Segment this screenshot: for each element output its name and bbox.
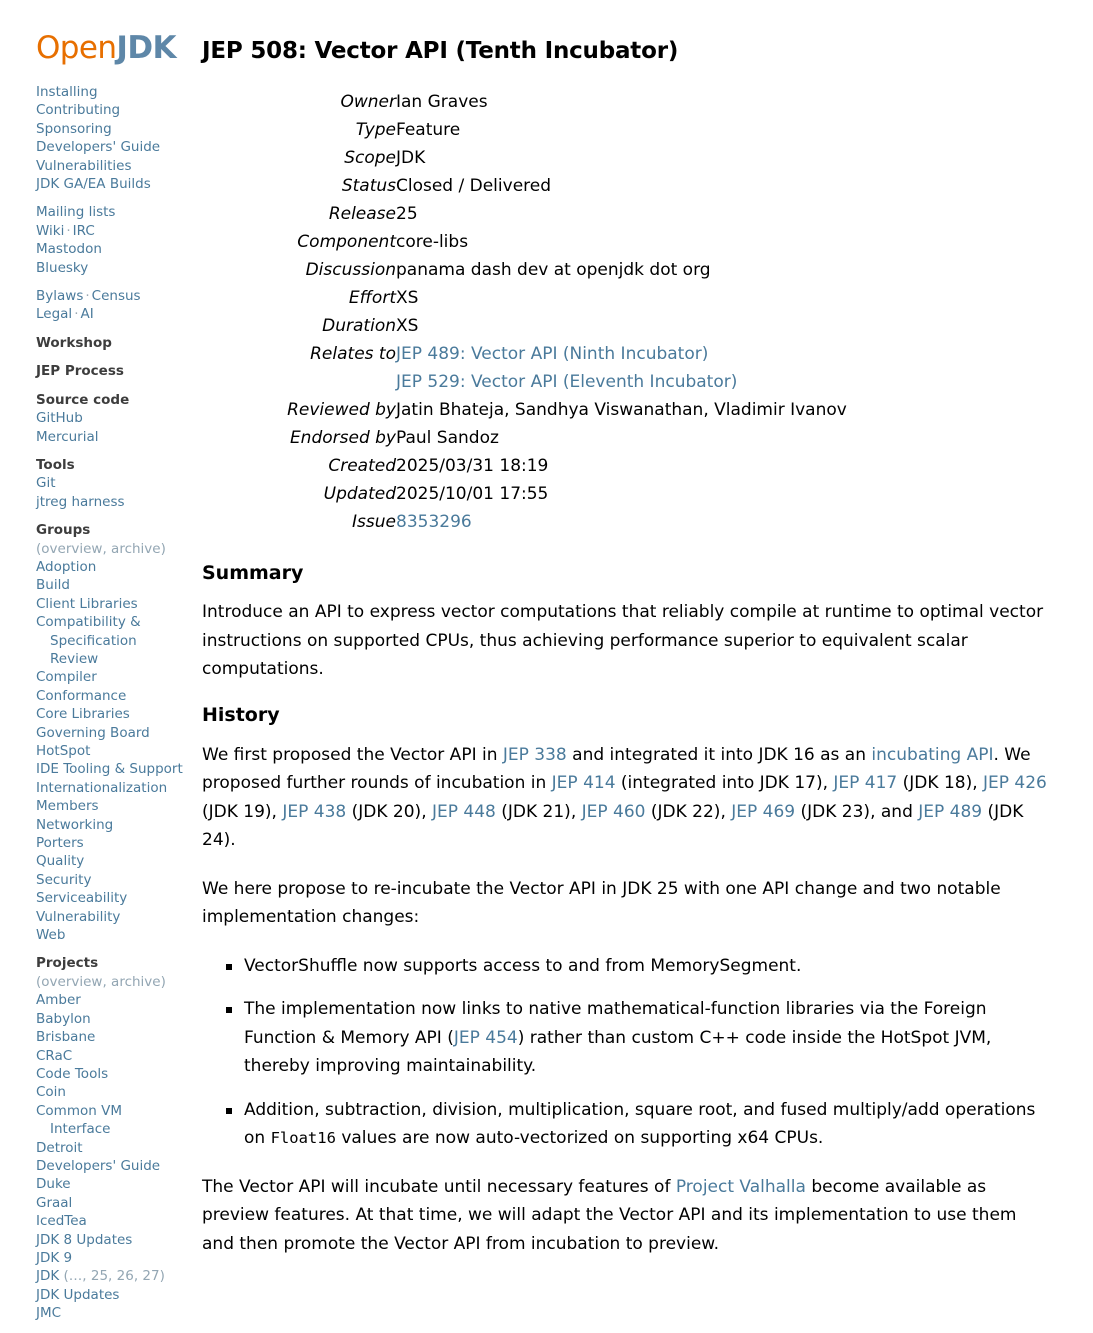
sidebar-item-compatibility-specification[interactable]: Specification: [50, 632, 137, 649]
meta-value-created: 2025/03/31 18:19: [396, 455, 549, 476]
meta-label-discussion: Discussion: [305, 259, 396, 280]
table-row: [202, 88, 847, 116]
sidebar-item-members[interactable]: Members: [36, 798, 99, 815]
related-jep-link-489[interactable]: JEP 489: Vector API (Ninth Incubator): [396, 343, 709, 364]
separator-dot: ·: [85, 288, 90, 305]
jep-metadata-table: [202, 88, 847, 536]
sidebar-group-community: [36, 203, 200, 277]
sidebar-item-vulnerability[interactable]: Vulnerability: [36, 908, 121, 925]
code-float16: Float16: [270, 1129, 336, 1148]
text-fragment: (JDK 18),: [897, 773, 984, 794]
sidebar-item-developers-guide[interactable]: Developers' Guide: [36, 139, 161, 156]
main-content: [200, 0, 1060, 1278]
sidebar-item-security[interactable]: Security: [36, 871, 92, 888]
meta-label-component: Component: [297, 231, 396, 252]
table-row: [202, 312, 847, 340]
sidebar-item-compatibility-review[interactable]: Review: [50, 650, 99, 667]
list-item: [226, 995, 1050, 1081]
sidebar-group-jep-process: [36, 362, 200, 380]
jep-link-438[interactable]: JEP 438: [282, 801, 347, 822]
jep-link-489[interactable]: JEP 489: [918, 801, 983, 822]
table-row: [202, 200, 847, 228]
sidebar-item-serviceability[interactable]: Serviceability: [36, 890, 128, 907]
table-row: [202, 396, 847, 424]
sidebar-item-internationalization[interactable]: Internationalization: [36, 779, 168, 796]
meta-value-effort: XS: [396, 287, 419, 308]
meta-label-duration: Duration: [322, 315, 396, 336]
meta-value-relates-to: [396, 340, 847, 396]
incubating-api-link[interactable]: incubating API: [871, 744, 994, 765]
sidebar-item-legal-ai: [36, 305, 200, 323]
logo-jdk-text: JDK: [116, 30, 176, 66]
text-fragment: (JDK 23), and: [795, 801, 919, 822]
sidebar-item-mailing-lists[interactable]: Mailing lists: [36, 204, 116, 221]
text-fragment: Addition, subtraction, division, multiplication, square root, and fused multiply/add operations on: [244, 1099, 1036, 1149]
sidebar-item-bylaws[interactable]: Bylaws: [36, 288, 84, 305]
sidebar-item-governing-board[interactable]: Governing Board: [36, 724, 150, 741]
sidebar-item-duke[interactable]: Duke: [36, 1176, 71, 1193]
separator-dot: ·: [66, 222, 71, 239]
table-row: [202, 256, 847, 284]
sidebar-item-porters[interactable]: Porters: [36, 835, 84, 852]
jep-link-448[interactable]: JEP 448: [432, 801, 496, 822]
meta-label-created: Created: [328, 455, 396, 476]
logo-open-text: Open: [36, 30, 117, 66]
meta-label-relates-to: Relates to: [310, 343, 396, 364]
meta-value-scope: JDK: [396, 147, 426, 168]
sidebar-heading-source-code: Source code: [36, 391, 130, 408]
table-row: [202, 284, 847, 312]
sidebar-group-source-code: [36, 391, 200, 446]
sidebar-item-quality[interactable]: Quality: [36, 853, 85, 870]
sidebar-item-brisbane[interactable]: Brisbane: [36, 1029, 96, 1046]
table-row: [202, 228, 847, 256]
sidebar-group-workshop: [36, 334, 200, 352]
meta-label-type: Type: [355, 119, 396, 140]
summary-paragraph: Introduce an API to express vector computations that reliably compile at runtime to optimal vector instructions on supported CPUs, thus achieving performance superior to equivalent scalar computations.: [202, 602, 1044, 680]
sidebar-item-bylaws-census: [36, 287, 200, 305]
sidebar-item-networking[interactable]: Networking: [36, 816, 114, 833]
sidebar-item-sponsoring[interactable]: Sponsoring: [36, 120, 112, 137]
list-item: [226, 952, 1050, 981]
sidebar-item-jdk-updates[interactable]: JDK Updates: [36, 1286, 120, 1303]
sidebar-item-compiler[interactable]: Compiler: [36, 669, 97, 686]
text-fragment: We first proposed the Vector API in: [202, 744, 503, 765]
sidebar-item-projects-overview[interactable]: (overview, archive): [36, 973, 166, 990]
sidebar-heading-groups: Groups: [36, 522, 91, 539]
table-row: [202, 172, 847, 200]
meta-value-component: core-libs: [396, 231, 469, 252]
list-item: [226, 1096, 1050, 1153]
sidebar-item-client-libraries[interactable]: Client Libraries: [36, 595, 138, 612]
sidebar-item-common-vm[interactable]: Common VM: [36, 1102, 122, 1119]
text-fragment: ) rather than custom C++ code inside the HotSpot JVM, thereby improving maintainability.: [244, 1027, 992, 1077]
issue-link[interactable]: 8353296: [396, 511, 472, 532]
sidebar-item-jmc[interactable]: JMC: [36, 1305, 62, 1322]
meta-label-owner: Owner: [340, 91, 396, 112]
jep-link-338[interactable]: JEP 338: [502, 744, 567, 765]
sidebar-item-amber[interactable]: Amber: [36, 992, 81, 1009]
history-heading: History: [202, 703, 280, 726]
sidebar-group-tools: [36, 456, 200, 511]
sidebar-item-wiki[interactable]: Wiki: [36, 222, 65, 239]
sidebar-item-irc[interactable]: IRC: [72, 222, 95, 239]
sidebar-item-bluesky[interactable]: Bluesky: [36, 259, 89, 276]
text-fragment: The Vector API will incubate until necessary features of: [202, 1176, 676, 1197]
jep-link-417[interactable]: JEP 417: [833, 773, 898, 794]
sidebar-item-wiki-irc: [36, 222, 200, 240]
sidebar-item-census[interactable]: Census: [91, 288, 141, 305]
meta-value-reviewed-by: Jatin Bhateja, Sandhya Viswanathan, Vladimir Ivanov: [396, 399, 847, 420]
meta-label-status: Status: [341, 175, 396, 196]
meta-label-endorsed-by: Endorsed by: [289, 427, 396, 448]
jep-link-460[interactable]: JEP 460: [581, 801, 646, 822]
project-valhalla-link[interactable]: Project Valhalla: [675, 1176, 806, 1197]
sidebar-item-conformance[interactable]: Conformance: [36, 687, 127, 704]
summary-heading: Summary: [202, 561, 304, 584]
sidebar-item-jtreg-harness[interactable]: jtreg harness: [36, 493, 125, 510]
table-row: [202, 508, 847, 536]
sidebar-item-mercurial[interactable]: Mercurial: [36, 428, 99, 445]
text-fragment: (JDK 19),: [202, 801, 283, 822]
sidebar-item-detroit[interactable]: Detroit: [36, 1139, 83, 1156]
sidebar-item-jdk-versions-paren: (…, 25, 26, 27): [63, 1268, 165, 1285]
table-row: [202, 424, 847, 452]
history-paragraph-2: We here propose to re-incubate the Vector API in JDK 25 with one API change and two notable implementation changes:: [202, 878, 1001, 928]
sidebar-item-coin[interactable]: Coin: [36, 1084, 66, 1101]
text-fragment: (JDK 22),: [645, 801, 732, 822]
history-paragraph-1: [202, 741, 1050, 855]
meta-label-release: Release: [328, 203, 396, 224]
sidebar-item-github[interactable]: GitHub: [36, 410, 83, 427]
sidebar-group-projects: [36, 954, 200, 1322]
changes-list: [202, 952, 1050, 1153]
sidebar-item-common-vm-interface[interactable]: Interface: [50, 1121, 111, 1138]
jep-link-414[interactable]: JEP 414: [551, 773, 616, 794]
text-fragment: (JDK 24).: [202, 801, 1024, 851]
sidebar-item-jdk-versions-label: JDK: [36, 1268, 64, 1285]
text-fragment: VectorShuffle now supports access to and from MemorySegment.: [244, 955, 802, 976]
jep-link-426[interactable]: JEP 426: [983, 773, 1047, 794]
sidebar-group-governance: [36, 287, 200, 324]
sidebar-item-hotspot[interactable]: HotSpot: [36, 743, 91, 759]
meta-value-discussion: panama dash dev at openjdk dot org: [396, 259, 711, 280]
sidebar-item-core-libraries[interactable]: Core Libraries: [36, 706, 130, 723]
table-row: [202, 480, 847, 508]
meta-value-updated: 2025/10/01 17:55: [396, 483, 549, 504]
sidebar-heading-tools: Tools: [36, 456, 75, 473]
meta-label-issue: Issue: [352, 511, 396, 532]
text-fragment: (integrated into JDK 17),: [615, 773, 834, 794]
sidebar-item-git[interactable]: Git: [36, 475, 56, 492]
sidebar-item-groups-overview[interactable]: (overview, archive): [36, 540, 166, 557]
text-fragment: become available as preview features. At that time, we will adapt the Vector API and its implementation to use them and then promote the Vector API from incubation to preview.: [202, 1176, 1017, 1254]
sidebar-item-web[interactable]: Web: [36, 927, 66, 944]
meta-label-reviewed-by: Reviewed by: [287, 399, 396, 420]
meta-value-owner: Ian Graves: [396, 91, 488, 112]
sidebar-item-installing[interactable]: Installing: [36, 84, 98, 100]
sidebar-item-jdk-8-updates[interactable]: JDK 8 Updates: [36, 1231, 133, 1248]
status-badge: Closed / Delivered: [396, 175, 552, 196]
openjdk-logo[interactable]: [36, 30, 200, 66]
meta-label-effort: Effort: [348, 287, 396, 308]
sidebar-item-code-tools[interactable]: Code Tools: [36, 1065, 109, 1082]
sidebar-item-workshop[interactable]: Workshop: [36, 334, 112, 351]
sidebar-item-legal[interactable]: Legal: [36, 306, 73, 323]
sidebar: [0, 0, 200, 1333]
sidebar-item-contributing[interactable]: Contributing: [36, 102, 121, 119]
sidebar-item-jdk-9[interactable]: JDK 9: [36, 1249, 73, 1266]
text-fragment: (JDK 21),: [495, 801, 582, 822]
table-row: [202, 116, 847, 144]
sidebar-item-babylon[interactable]: Babylon: [36, 1010, 91, 1027]
page-title: JEP 508: Vector API (Tenth Incubator): [202, 38, 679, 64]
sidebar-item-developers-guide-project[interactable]: Developers' Guide: [36, 1157, 161, 1174]
text-fragment: The implementation now links to native mathematical-function libraries via the Foreign Function & Memory API (: [244, 999, 987, 1048]
meta-value-type: Feature: [396, 119, 461, 140]
sidebar-item-icedtea[interactable]: IcedTea: [36, 1213, 87, 1230]
meta-value-endorsed-by: Paul Sandoz: [396, 427, 499, 448]
sidebar-item-ai[interactable]: AI: [80, 306, 94, 323]
sidebar-item-compatibility[interactable]: Compatibility &: [36, 614, 141, 631]
text-fragment: . We proposed further rounds of incubation in: [202, 744, 1031, 794]
sidebar-group-general: [36, 83, 200, 193]
jep-link-454[interactable]: JEP 454: [453, 1027, 518, 1048]
meta-label-updated: Updated: [323, 483, 396, 504]
meta-value-duration: XS: [396, 315, 419, 336]
table-row: [202, 452, 847, 480]
meta-value-issue: [396, 508, 847, 536]
meta-label-scope: Scope: [344, 147, 396, 168]
sidebar-item-crac[interactable]: CRaC: [36, 1047, 73, 1064]
sidebar-item-mastodon[interactable]: Mastodon: [36, 241, 102, 258]
sidebar-item-jdk-versions[interactable]: [36, 1267, 200, 1285]
sidebar-heading-projects: Projects: [36, 955, 99, 972]
sidebar-item-jdk-ga-ea-builds[interactable]: JDK GA/EA Builds: [36, 176, 151, 193]
sidebar-item-vulnerabilities[interactable]: Vulnerabilities: [36, 157, 132, 174]
related-jep-link-529[interactable]: JEP 529: Vector API (Eleventh Incubator): [396, 371, 738, 392]
sidebar-item-jep-process[interactable]: JEP Process: [36, 363, 124, 380]
sidebar-item-adoption[interactable]: Adoption: [36, 558, 97, 575]
meta-value-release: 25: [396, 203, 418, 224]
sidebar-item-graal[interactable]: Graal: [36, 1194, 73, 1211]
table-row: [202, 340, 847, 396]
sidebar-item-ide-tooling-support[interactable]: IDE Tooling & Support: [36, 761, 183, 778]
text-fragment: values are now auto-vectorized on supporting x64 CPUs.: [335, 1128, 824, 1149]
jep-link-469[interactable]: JEP 469: [731, 801, 796, 822]
history-paragraph-3: [202, 1173, 1050, 1259]
table-row: [202, 144, 847, 172]
sidebar-item-build[interactable]: Build: [36, 577, 70, 594]
separator-dot: ·: [74, 306, 79, 323]
text-fragment: and integrated it into JDK 16 as an: [566, 744, 872, 765]
text-fragment: (JDK 20),: [346, 801, 432, 822]
sidebar-group-groups: [36, 521, 200, 944]
